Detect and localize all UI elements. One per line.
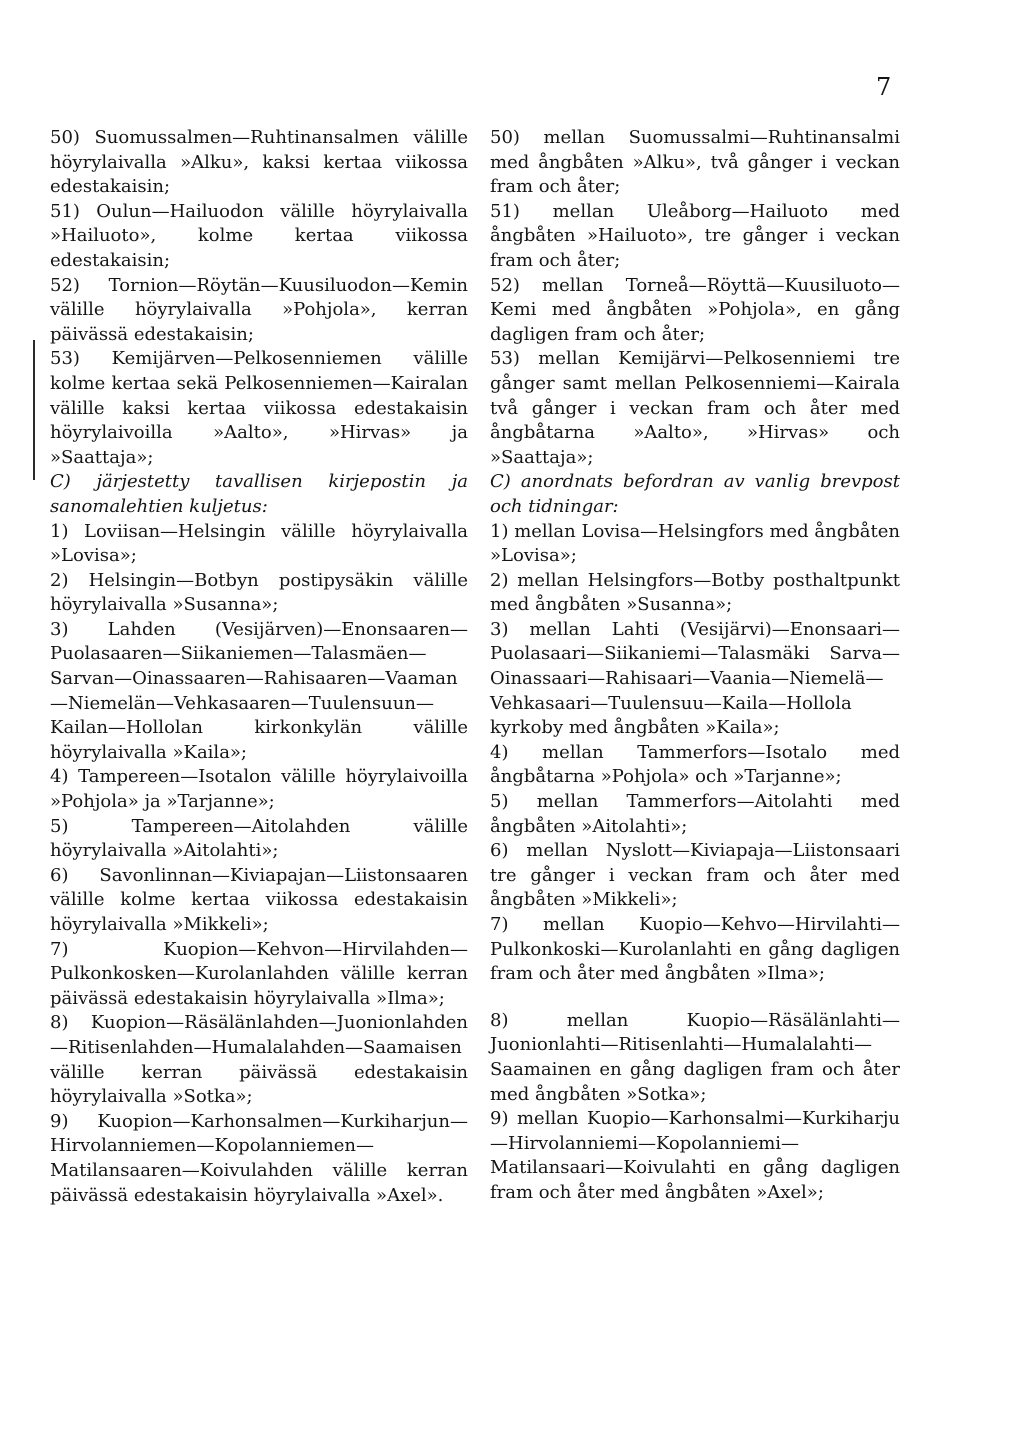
paragraph-1: 1) Loviisan—Helsingin välille höyrylaivalla »Lovisa»; bbox=[50, 520, 468, 567]
paragraph-51: 51) Oulun—Hailuodon välille höyrylaivalla »Hailuoto», kolme kertaa viikossa edestakaisin; bbox=[50, 200, 468, 271]
paragraph-9: 9) mellan Kuopio—Karhonsalmi—Kurkiharju—Hirvolanniemi—Kopolanniemi—Matilansaari—Koivulahti en gång dagligen fram och åter med ångbåten »Axel»; bbox=[490, 1108, 900, 1203]
right-column-swedish bbox=[490, 126, 900, 1206]
section-c-heading: C) anordnats befordran av vanlig brevpost och tidningar: bbox=[490, 471, 900, 517]
paragraph-7: 7) mellan Kuopio—Kehvo—Hirvilahti—Pulkonkoski—Kurolanlahti en gång dagligen fram och åter med ångbåten »Ilma»; bbox=[490, 914, 900, 985]
paragraph-2: 2) mellan Helsingfors—Botby posthaltpunkt med ångbåten »Susanna»; bbox=[490, 569, 900, 616]
section-c-heading: C) järjestetty tavallisen kirjepostin ja sanomalehtien kuljetus: bbox=[50, 471, 468, 517]
left-column-finnish bbox=[50, 126, 468, 1208]
paragraph-50: 50) mellan Suomussalmi—Ruhtinansalmi med ångbåten »Alku», två gånger i veckan fram och åter; bbox=[490, 127, 900, 198]
paragraph-3: 3) Lahden (Vesijärven)—Enonsaaren—Puolasaaren—Siikaniemen—Talasmäen—Sarvan—Oinassaaren—Rahisaaren—Vaaman—Niemelän—Vehkasaaren—Tuulensuun—Kailan—Hollolan kirkonkylän välille höyrylaivalla »Kaila»; bbox=[50, 618, 468, 763]
paragraph-1: 1) mellan Lovisa—Helsingfors med ångbåten »Lovisa»; bbox=[490, 520, 900, 567]
margin-rule bbox=[33, 340, 35, 480]
paragraph-4: 4) Tampereen—Isotalon välille höyrylaivoilla »Pohjola» ja »Tarjanne»; bbox=[50, 766, 468, 813]
paragraph-9: 9) Kuopion—Karhonsalmen—Kurkiharjun—Hirvolanniemen—Kopolanniemen—Matilansaaren—Koivulahden välille kerran päivässä edestakaisin höyrylaivalla »Axel». bbox=[50, 1110, 468, 1206]
paragraph-53: 53) Kemijärven—Pelkosenniemen välille kolme kertaa sekä Pelkosenniemen—Kairalan välille kaksi kertaa viikossa edestakaisin höyrylaivoilla »Aalto», »Hirvas» ja »Saattaja»; bbox=[50, 348, 468, 468]
paragraph-52: 52) mellan Torneå—Röyttä—Kuusiluoto—Kemi med ångbåten »Pohjola», en gång dagligen fram och åter; bbox=[490, 274, 900, 345]
paragraph-2: 2) Helsingin—Botbyn postipysäkin välille höyrylaivalla »Susanna»; bbox=[50, 569, 468, 616]
paragraph-6: 6) mellan Nyslott—Kiviapaja—Liistonsaari tre gånger i veckan fram och åter med ångbåten »Mikkeli»; bbox=[490, 840, 900, 911]
paragraph-3: 3) mellan Lahti (Vesijärvi)—Enonsaari—Puolasaari—Siikaniemi—Talasmäki Sarva—Oinassaari—Rahisaari—Vaania—Niemelä—Vehkasaari—Tuulensuu—Kaila—Hollola kyrkoby med ångbåten »Kaila»; bbox=[490, 618, 900, 739]
paragraph-8: 8) Kuopion—Räsälänlahden—Juonionlahden—Ritisenlahden—Humalalahden—Saamaisen välille kerran päivässä edestakaisin höyrylaivalla »Sotka»; bbox=[50, 1012, 468, 1108]
paragraph-6: 6) Savonlinnan—Kiviapajan—Liistonsaaren välille kolme kertaa viikossa edestakaisin höyrylaivalla »Mikkeli»; bbox=[50, 864, 468, 935]
paragraph-5: 5) mellan Tammerfors—Aitolahti med ångbåten »Aitolahti»; bbox=[490, 791, 900, 837]
paragraph-52: 52) Tornion—Röytän—Kuusiluodon—Kemin välille höyrylaivalla »Pohjola», kerran päivässä edestakaisin; bbox=[50, 274, 468, 345]
paragraph-7: 7) Kuopion—Kehvon—Hirvilahden—Pulkonkosken—Kurolanlahden välille kerran päivässä edestakaisin höyrylaivalla »Ilma»; bbox=[50, 938, 468, 1009]
paragraph-50: 50) Suomussalmen—Ruhtinansalmen välille höyrylaivalla »Alku», kaksi kertaa viikossa edestakaisin; bbox=[50, 127, 468, 198]
paragraph-4: 4) mellan Tammerfors—Isotalo med ångbåtarna »Pohjola» och »Tarjanne»; bbox=[490, 741, 900, 788]
paragraph-51: 51) mellan Uleåborg—Hailuoto med ångbåten »Hailuoto», tre gånger i veckan fram och åter; bbox=[490, 200, 900, 271]
paragraph-8: 8) mellan Kuopio—Räsälänlahti—Juonionlahti—Ritisenlahti—Humalalahti—Saamainen en gång dagligen fram och åter med ångbåten »Sotka»; bbox=[490, 1009, 900, 1105]
paragraph-5: 5) Tampereen—Aitolahden välille höyrylaivalla »Aitolahti»; bbox=[50, 815, 468, 862]
page-number: 7 bbox=[876, 73, 892, 101]
paragraph-53: 53) mellan Kemijärvi—Pelkosenniemi tre gånger samt mellan Pelkosenniemi—Kairala två gånger i veckan fram och åter med ångbåtarna »Aalto», »Hirvas» och »Saattaja»; bbox=[490, 348, 900, 468]
